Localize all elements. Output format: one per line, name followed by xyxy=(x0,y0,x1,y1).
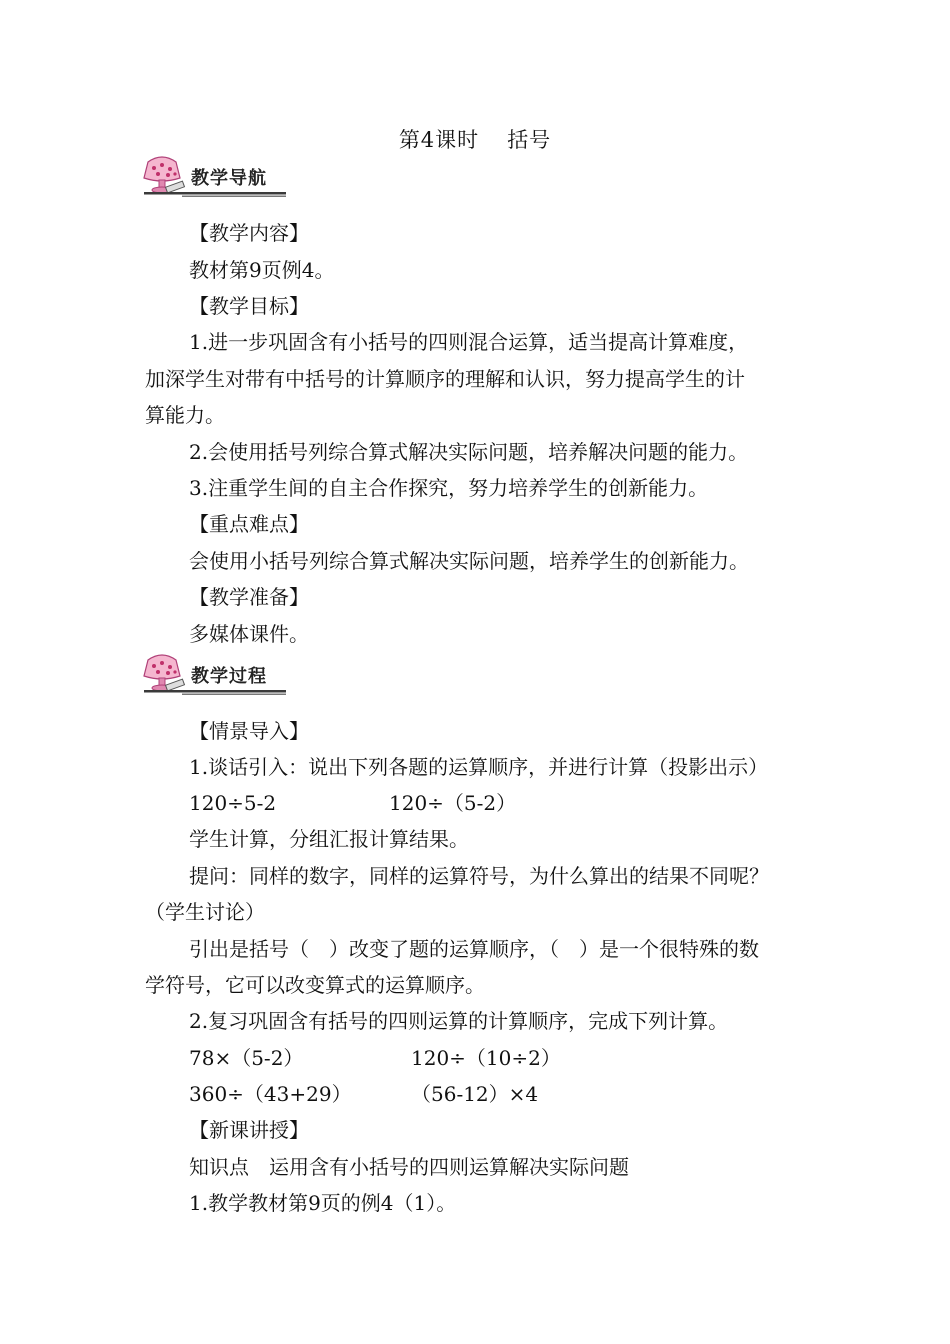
expression: 78×（5-2） xyxy=(189,1046,304,1070)
expression-row-2 xyxy=(145,1041,869,1075)
teaching-step-1: 1.教学教材第9页的例4（1）。 xyxy=(189,1191,457,1215)
intro-3-line-1: 提问：同样的数字，同样的运算符号，为什么算出的结果不同呢？ xyxy=(189,864,769,888)
knowledge-point: 知识点 运用含有小括号的四则运算解决实际问题 xyxy=(189,1155,629,1179)
lesson-number: 第4课时 xyxy=(398,128,480,152)
heading-new-lesson: 【新课讲授】 xyxy=(189,1118,309,1142)
goal-1-line-1: 1.进一步巩固含有小括号的四则混合运算，适当提高计算难度， xyxy=(189,330,749,354)
goal-3: 3.注重学生间的自主合作探究，努力培养学生的创新能力。 xyxy=(189,476,709,500)
teaching-process-banner xyxy=(142,652,288,696)
key-points-text: 会使用小括号列综合算式解决实际问题，培养学生的创新能力。 xyxy=(189,549,749,573)
expression: 120÷（5-2） xyxy=(389,791,517,815)
expression: （56-12）×4 xyxy=(411,1082,539,1106)
banner-title: 教学过程 xyxy=(191,666,267,687)
intro-2: 学生计算，分组汇报计算结果。 xyxy=(189,827,469,851)
heading-goals: 【教学目标】 xyxy=(189,294,309,318)
heading-preparation: 【教学准备】 xyxy=(189,585,309,609)
goal-1-line-2: 加深学生对带有中括号的计算顺序的理解和认识，努力提高学生的计 xyxy=(145,367,745,391)
intro-5: 2.复习巩固含有括号的四则运算的计算顺序，完成下列计算。 xyxy=(189,1009,729,1033)
heading-intro: 【情景导入】 xyxy=(189,719,309,743)
banner-title: 教学导航 xyxy=(191,168,267,189)
heading-content: 【教学内容】 xyxy=(189,221,309,245)
expression-row-3 xyxy=(145,1077,869,1111)
content-text: 教材第9页例4。 xyxy=(189,258,335,282)
page-title xyxy=(0,124,950,154)
expression: 360÷（43+29） xyxy=(189,1082,352,1106)
expression: 120÷5-2 xyxy=(189,791,277,815)
goal-2: 2.会使用括号列综合算式解决实际问题，培养解决问题的能力。 xyxy=(189,440,749,464)
expression: 120÷（10÷2） xyxy=(411,1046,561,1070)
expression-row-1 xyxy=(145,786,869,820)
preparation-text: 多媒体课件。 xyxy=(189,622,309,646)
teaching-nav-banner xyxy=(142,154,288,198)
intro-1: 1.谈话引入：说出下列各题的运算顺序，并进行计算（投影出示） xyxy=(189,755,769,779)
intro-4-line-2: 学符号，它可以改变算式的运算顺序。 xyxy=(145,973,485,997)
intro-4-line-1: 引出是括号（ ）改变了题的运算顺序，（ ）是一个很特殊的数 xyxy=(189,937,759,961)
intro-3-line-2: （学生讨论） xyxy=(145,900,265,924)
lesson-topic: 括号 xyxy=(507,128,552,152)
goal-1-line-3: 算能力。 xyxy=(145,403,225,427)
heading-key-points: 【重点难点】 xyxy=(189,512,309,536)
